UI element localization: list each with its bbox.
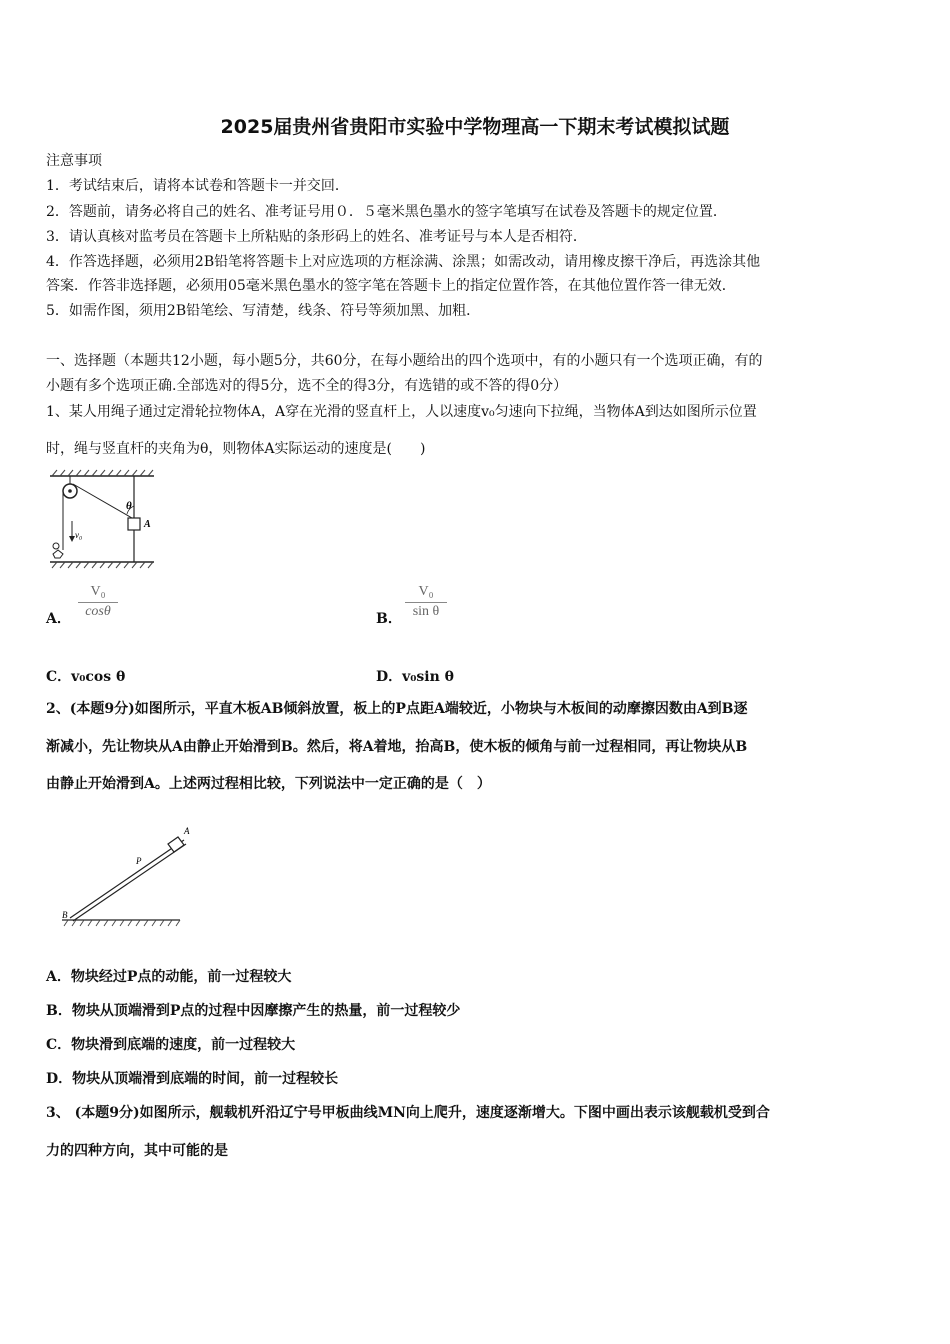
notice-heading: 注意事项 (46, 153, 102, 169)
page-title: 2025届贵州省贵阳市实验中学物理高一下期末考试模拟试题 (220, 116, 730, 138)
q1-option-b-fraction (405, 584, 447, 620)
q1-option-c: C．v₀cos θ (46, 669, 126, 685)
q1-option-b-label: B． (376, 611, 402, 627)
q1-text-line1: 1、某人用绳子通过定滑轮拉物体A，A穿在光滑的竖直杆上，人以速度v₀匀速向下拉绳，当物体A到达如图所示位置 (46, 404, 757, 420)
notice-item-3: 3．请认真核对监考员在答题卡上所粘贴的条形码上的姓名、准考证号与本人是否相符． (46, 229, 587, 245)
q3-text-line1: 3、 (本题9分)如图所示，舰载机歼沿辽宁号甲板曲线MN向上爬升，速度逐渐增大。下图中画出表示该舰载机受到合 (46, 1105, 770, 1121)
q1-figure-velocity-label: v₀ (75, 530, 83, 540)
q2-text-line1: 2、(本题9分)如图所示，平直木板AB倾斜放置，板上的P点距A端较近，小物块与木板间的动摩擦因数由A到B逐 (46, 701, 748, 717)
q1-option-a-numerator: V₀ (78, 584, 118, 603)
q2-text-line2: 渐减小，先让物块从A由静止开始滑到B。然后，将A着地，抬高B，使木板的倾角与前一过程相同，再让物块从B (46, 739, 748, 755)
q1-text-line2: 时，绳与竖直杆的夹角为θ，则物体A实际运动的速度是( ) (46, 441, 426, 457)
section-heading: 一、选择题（本题共12小题，每小题5分，共60分，在每小题给出的四个选项中，有的小题只有一个选项正确，有的 (46, 353, 763, 369)
q2-incline-figure (58, 822, 190, 930)
q2-option-a: A．物块经过P点的动能，前一过程较大 (46, 969, 292, 985)
q2-figure-label-p: P (136, 856, 142, 866)
q2-text-line3: 由静止开始滑到A。上述两过程相比较，下列说法中一定正确的是（ ） (46, 776, 491, 792)
q1-option-a-denominator: cosθ (85, 604, 111, 619)
section-heading-cont: 小题有多个选项正确.全部选对的得5分，选不全的得3分，有选错的或不答的得0分） (46, 378, 568, 394)
q2-figure-label-b: B (62, 910, 68, 920)
q2-figure-label-a: A (184, 826, 190, 836)
q1-option-a-label: A． (46, 611, 71, 627)
q1-option-a-fraction (78, 584, 118, 620)
q1-figure-theta-label: θ (126, 500, 132, 512)
q2-option-d: D．物块从顶端滑到底端的时间，前一过程较长 (46, 1071, 339, 1087)
q1-option-b-numerator: V₀ (405, 584, 447, 603)
q2-option-c: C．物块滑到底端的速度，前一过程较大 (46, 1037, 296, 1053)
notice-item-4: 4．作答选择题，必须用2B铅笔将答题卡上对应选项的方框涂满、涂黑；如需改动，请用橡皮擦干净后，再选涂其他 (46, 254, 761, 270)
notice-item-5: 5．如需作图，须用2B铅笔绘、写清楚，线条、符号等须加黑、加粗． (46, 303, 481, 319)
notice-item-4-cont: 答案．作答非选择题，必须用05毫米黑色墨水的签字笔在答题卡上的指定位置作答，在其他位置作答一律无效． (46, 278, 736, 294)
notice-item-1: 1．考试结束后，请将本试卷和答题卡一并交回． (46, 178, 349, 194)
q2-option-b: B．物块从顶端滑到P点的过程中因摩擦产生的热量，前一过程较少 (46, 1003, 461, 1019)
q1-figure-block-label: A (144, 519, 151, 530)
q1-option-b-denominator: sin θ (412, 604, 440, 619)
notice-item-2: 2．答题前，请务必将自己的姓名、准考证号用０．５毫米黑色墨水的签字笔填写在试卷及答题卡的规定位置． (46, 204, 727, 220)
q3-text-line2: 力的四种方向，其中可能的是 (46, 1143, 228, 1159)
q1-option-d: D．v₀sin θ (376, 669, 454, 685)
q1-pulley-figure (46, 466, 158, 570)
